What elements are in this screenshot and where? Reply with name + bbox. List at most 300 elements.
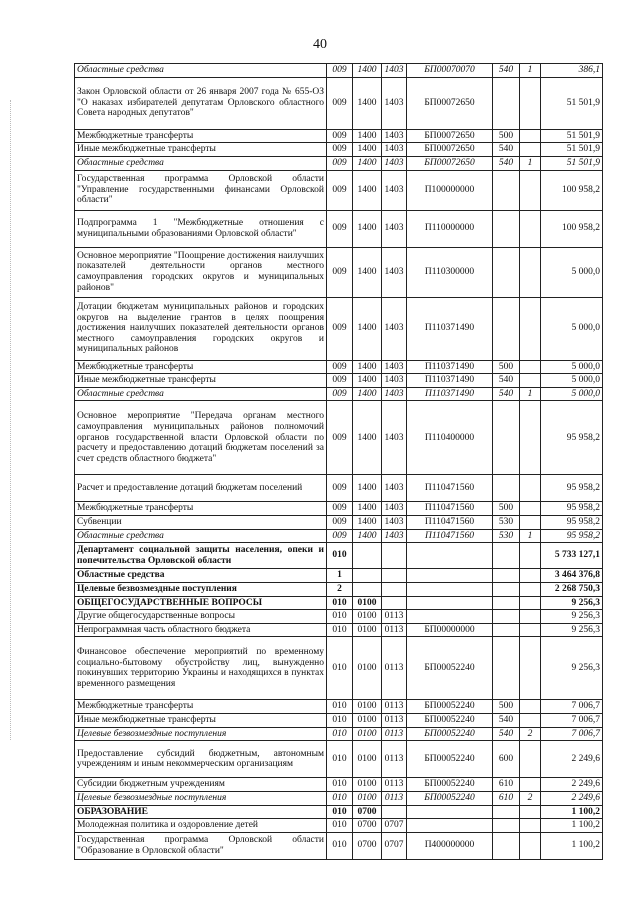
target-article-cell bbox=[407, 569, 493, 583]
amount-cell: 2 268 750,3 bbox=[541, 582, 603, 596]
expense-name-cell: Молодежная политика и оздоровление детей bbox=[75, 819, 327, 833]
admin-code-cell: 009 bbox=[327, 387, 353, 401]
expense-type-cell bbox=[493, 77, 520, 129]
target-article-cell: П110471560 bbox=[407, 475, 493, 502]
admin-code-cell: 009 bbox=[327, 529, 353, 543]
target-article-cell: БП00052240 bbox=[407, 741, 493, 778]
expense-type-cell bbox=[493, 475, 520, 502]
expense-type-cell bbox=[493, 401, 520, 475]
amount-cell: 7 006,7 bbox=[541, 714, 603, 728]
section-code-cell: 1400 bbox=[353, 516, 382, 530]
source-code-cell bbox=[520, 129, 541, 143]
subsection-code-cell: 1403 bbox=[382, 475, 407, 502]
subsection-code-cell: 1403 bbox=[382, 247, 407, 297]
table-row bbox=[75, 714, 603, 728]
amount-cell: 9 256,3 bbox=[541, 610, 603, 624]
expense-name-cell: Иные межбюджетные трансферты bbox=[75, 143, 327, 157]
expense-name-cell: Областные средства bbox=[75, 64, 327, 78]
section-code-cell: 1400 bbox=[353, 475, 382, 502]
expense-name-cell: Непрограммная часть областного бюджета bbox=[75, 623, 327, 637]
source-code-cell bbox=[520, 741, 541, 778]
subsection-code-cell: 1403 bbox=[382, 64, 407, 78]
expense-type-cell: 500 bbox=[493, 700, 520, 714]
expense-type-cell bbox=[493, 247, 520, 297]
admin-code-cell: 010 bbox=[327, 778, 353, 792]
amount-cell: 95 958,2 bbox=[541, 475, 603, 502]
source-code-cell bbox=[520, 569, 541, 583]
target-article-cell: БП00072650 bbox=[407, 143, 493, 157]
expense-type-cell bbox=[493, 805, 520, 819]
source-code-cell: 1 bbox=[520, 529, 541, 543]
section-code-cell: 0100 bbox=[353, 791, 382, 805]
expense-type-cell: 610 bbox=[493, 778, 520, 792]
subsection-code-cell: 0113 bbox=[382, 637, 407, 700]
source-code-cell bbox=[520, 360, 541, 374]
section-code-cell bbox=[353, 569, 382, 583]
section-code-cell: 0700 bbox=[353, 832, 382, 859]
amount-cell: 51 501,9 bbox=[541, 129, 603, 143]
section-code-cell: 0100 bbox=[353, 610, 382, 624]
amount-cell: 95 958,2 bbox=[541, 401, 603, 475]
admin-code-cell: 010 bbox=[327, 543, 353, 569]
table-row bbox=[75, 741, 603, 778]
subsection-code-cell: 1403 bbox=[382, 360, 407, 374]
amount-cell: 51 501,9 bbox=[541, 77, 603, 129]
source-code-cell bbox=[520, 637, 541, 700]
source-code-cell bbox=[520, 475, 541, 502]
expense-name-cell: Межбюджетные трансферты bbox=[75, 360, 327, 374]
target-article-cell: П110000000 bbox=[407, 210, 493, 247]
table-row bbox=[75, 247, 603, 297]
subsection-code-cell: 1403 bbox=[382, 374, 407, 388]
section-code-cell: 0100 bbox=[353, 623, 382, 637]
expense-name-cell: Областные средства bbox=[75, 529, 327, 543]
subsection-code-cell: 0113 bbox=[382, 791, 407, 805]
subsection-code-cell: 0113 bbox=[382, 623, 407, 637]
page-number: 40 bbox=[313, 37, 327, 52]
source-code-cell bbox=[520, 700, 541, 714]
subsection-code-cell: 0113 bbox=[382, 741, 407, 778]
subsection-code-cell: 1403 bbox=[382, 516, 407, 530]
target-article-cell: БП00052240 bbox=[407, 714, 493, 728]
table-row bbox=[75, 77, 603, 129]
source-code-cell: 1 bbox=[520, 156, 541, 170]
amount-cell: 51 501,9 bbox=[541, 143, 603, 157]
expense-type-cell bbox=[493, 610, 520, 624]
expense-type-cell bbox=[493, 832, 520, 859]
expense-name-cell: Межбюджетные трансферты bbox=[75, 502, 327, 516]
table-row bbox=[75, 516, 603, 530]
expense-name-cell: Расчет и предоставление дотаций бюджетам поселений bbox=[75, 475, 327, 502]
admin-code-cell: 009 bbox=[327, 143, 353, 157]
section-code-cell: 0100 bbox=[353, 714, 382, 728]
source-code-cell bbox=[520, 247, 541, 297]
subsection-code-cell: 1403 bbox=[382, 129, 407, 143]
expense-name-cell: Целевые безвозмездные поступления bbox=[75, 791, 327, 805]
expense-name-cell: Департамент социальной защиты населения, опеки и попечительства Орловской области bbox=[75, 543, 327, 569]
section-code-cell: 0100 bbox=[353, 596, 382, 610]
source-code-cell bbox=[520, 210, 541, 247]
expense-type-cell: 500 bbox=[493, 502, 520, 516]
target-article-cell: П110371490 bbox=[407, 297, 493, 360]
section-code-cell: 1400 bbox=[353, 143, 382, 157]
section-code-cell: 1400 bbox=[353, 129, 382, 143]
subsection-code-cell bbox=[382, 569, 407, 583]
admin-code-cell: 009 bbox=[327, 502, 353, 516]
source-code-cell bbox=[520, 623, 541, 637]
subsection-code-cell: 1403 bbox=[382, 529, 407, 543]
table-row bbox=[75, 819, 603, 833]
table-row bbox=[75, 529, 603, 543]
subsection-code-cell: 0113 bbox=[382, 714, 407, 728]
section-code-cell: 0100 bbox=[353, 778, 382, 792]
binding-margin-line bbox=[10, 100, 11, 740]
expense-name-cell: Финансовое обеспечение мероприятий по временному социально-бытовому обустройству лиц, вынужденно покинувших территорию Украины и находящихся в пунктах временного размещения bbox=[75, 637, 327, 700]
budget-table bbox=[74, 63, 603, 860]
admin-code-cell: 009 bbox=[327, 170, 353, 210]
section-code-cell: 1400 bbox=[353, 502, 382, 516]
table-row bbox=[75, 210, 603, 247]
target-article-cell: П110371490 bbox=[407, 360, 493, 374]
admin-code-cell: 009 bbox=[327, 247, 353, 297]
table-row bbox=[75, 129, 603, 143]
table-row bbox=[75, 700, 603, 714]
expense-type-cell: 500 bbox=[493, 129, 520, 143]
amount-cell: 5 000,0 bbox=[541, 374, 603, 388]
expense-name-cell: ОБРАЗОВАНИЕ bbox=[75, 805, 327, 819]
target-article-cell: П110371490 bbox=[407, 387, 493, 401]
section-code-cell: 1400 bbox=[353, 360, 382, 374]
amount-cell: 95 958,2 bbox=[541, 516, 603, 530]
subsection-code-cell: 0113 bbox=[382, 610, 407, 624]
amount-cell: 2 249,6 bbox=[541, 741, 603, 778]
source-code-cell bbox=[520, 714, 541, 728]
source-code-cell bbox=[520, 170, 541, 210]
expense-name-cell: Межбюджетные трансферты bbox=[75, 129, 327, 143]
admin-code-cell: 009 bbox=[327, 516, 353, 530]
amount-cell: 100 958,2 bbox=[541, 170, 603, 210]
table-row bbox=[75, 778, 603, 792]
target-article-cell: БП00072650 bbox=[407, 129, 493, 143]
subsection-code-cell: 1403 bbox=[382, 77, 407, 129]
amount-cell: 9 256,3 bbox=[541, 637, 603, 700]
source-code-cell bbox=[520, 832, 541, 859]
source-code-cell bbox=[520, 819, 541, 833]
table-row bbox=[75, 143, 603, 157]
target-article-cell: П400000000 bbox=[407, 832, 493, 859]
target-article-cell: БП00072650 bbox=[407, 77, 493, 129]
expense-name-cell: Предоставление субсидий бюджетным, автономным учреждениям и иным некоммерческим организациям bbox=[75, 741, 327, 778]
section-code-cell: 1400 bbox=[353, 64, 382, 78]
admin-code-cell: 009 bbox=[327, 475, 353, 502]
source-code-cell bbox=[520, 582, 541, 596]
expense-name-cell: Закон Орловской области от 26 января 2007 года № 655-ОЗ "О наказах избирателей депутатам Орловского областного Совета народных депутатов" bbox=[75, 77, 327, 129]
section-code-cell: 0700 bbox=[353, 819, 382, 833]
subsection-code-cell bbox=[382, 582, 407, 596]
section-code-cell: 0100 bbox=[353, 727, 382, 741]
expense-type-cell: 540 bbox=[493, 374, 520, 388]
target-article-cell: П110471560 bbox=[407, 529, 493, 543]
table-row bbox=[75, 360, 603, 374]
table-row bbox=[75, 475, 603, 502]
expense-type-cell bbox=[493, 297, 520, 360]
expense-name-cell: Государственная программа Орловской области "Образование в Орловской области" bbox=[75, 832, 327, 859]
expense-name-cell: Подпрограмма 1 "Межбюджетные отношения с муниципальными образованиями Орловской области" bbox=[75, 210, 327, 247]
admin-code-cell: 009 bbox=[327, 210, 353, 247]
section-code-cell: 1400 bbox=[353, 210, 382, 247]
admin-code-cell: 009 bbox=[327, 297, 353, 360]
amount-cell: 9 256,3 bbox=[541, 596, 603, 610]
expense-type-cell bbox=[493, 569, 520, 583]
target-article-cell: БП00052240 bbox=[407, 791, 493, 805]
subsection-code-cell: 0707 bbox=[382, 819, 407, 833]
expense-type-cell bbox=[493, 637, 520, 700]
table-row bbox=[75, 297, 603, 360]
table-row bbox=[75, 387, 603, 401]
expense-type-cell: 540 bbox=[493, 387, 520, 401]
amount-cell: 100 958,2 bbox=[541, 210, 603, 247]
table-row bbox=[75, 791, 603, 805]
amount-cell: 7 006,7 bbox=[541, 700, 603, 714]
expense-name-cell: Иные межбюджетные трансферты bbox=[75, 374, 327, 388]
subsection-code-cell: 1403 bbox=[382, 170, 407, 210]
amount-cell: 2 249,6 bbox=[541, 778, 603, 792]
section-code-cell bbox=[353, 582, 382, 596]
admin-code-cell: 009 bbox=[327, 156, 353, 170]
target-article-cell: БП00072650 bbox=[407, 156, 493, 170]
subsection-code-cell: 1403 bbox=[382, 210, 407, 247]
admin-code-cell: 010 bbox=[327, 714, 353, 728]
admin-code-cell: 009 bbox=[327, 360, 353, 374]
section-code-cell: 0100 bbox=[353, 741, 382, 778]
expense-name-cell: Межбюджетные трансферты bbox=[75, 700, 327, 714]
table-row bbox=[75, 582, 603, 596]
admin-code-cell: 009 bbox=[327, 77, 353, 129]
table-row bbox=[75, 401, 603, 475]
table-row bbox=[75, 569, 603, 583]
amount-cell: 3 464 376,8 bbox=[541, 569, 603, 583]
amount-cell: 7 006,7 bbox=[541, 727, 603, 741]
expense-name-cell: Субвенции bbox=[75, 516, 327, 530]
expense-type-cell: 530 bbox=[493, 516, 520, 530]
expense-name-cell: Другие общегосударственные вопросы bbox=[75, 610, 327, 624]
target-article-cell bbox=[407, 543, 493, 569]
table-row bbox=[75, 596, 603, 610]
subsection-code-cell: 1403 bbox=[382, 401, 407, 475]
source-code-cell: 1 bbox=[520, 64, 541, 78]
subsection-code-cell: 0113 bbox=[382, 778, 407, 792]
source-code-cell bbox=[520, 502, 541, 516]
source-code-cell bbox=[520, 543, 541, 569]
admin-code-cell: 010 bbox=[327, 623, 353, 637]
admin-code-cell: 010 bbox=[327, 637, 353, 700]
target-article-cell: БП00000000 bbox=[407, 623, 493, 637]
subsection-code-cell: 1403 bbox=[382, 387, 407, 401]
amount-cell: 1 100,2 bbox=[541, 832, 603, 859]
subsection-code-cell: 0113 bbox=[382, 700, 407, 714]
source-code-cell bbox=[520, 401, 541, 475]
admin-code-cell: 009 bbox=[327, 129, 353, 143]
expense-name-cell: Целевые безвозмездные поступления bbox=[75, 582, 327, 596]
target-article-cell: БП00052240 bbox=[407, 637, 493, 700]
admin-code-cell: 010 bbox=[327, 727, 353, 741]
target-article-cell: П110471560 bbox=[407, 502, 493, 516]
target-article-cell: П110471560 bbox=[407, 516, 493, 530]
target-article-cell: П110300000 bbox=[407, 247, 493, 297]
expense-name-cell: Основное мероприятие "Передача органам местного самоуправления муниципальных районов полномочий органов государственной власти Орловской области по расчету и предоставлению дотаций бюджетам поселений за счет средств областного бюджета" bbox=[75, 401, 327, 475]
table-row bbox=[75, 374, 603, 388]
target-article-cell bbox=[407, 805, 493, 819]
expense-type-cell: 540 bbox=[493, 143, 520, 157]
table-row bbox=[75, 156, 603, 170]
target-article-cell bbox=[407, 582, 493, 596]
table-row bbox=[75, 64, 603, 78]
expense-type-cell bbox=[493, 623, 520, 637]
expense-type-cell: 540 bbox=[493, 727, 520, 741]
table-row bbox=[75, 543, 603, 569]
section-code-cell: 1400 bbox=[353, 387, 382, 401]
amount-cell: 1 100,2 bbox=[541, 819, 603, 833]
source-code-cell bbox=[520, 374, 541, 388]
admin-code-cell: 010 bbox=[327, 610, 353, 624]
source-code-cell bbox=[520, 297, 541, 360]
table-row bbox=[75, 610, 603, 624]
table-row bbox=[75, 623, 603, 637]
expense-name-cell: Государственная программа Орловской области "Управление государственными финансами Орловской области" bbox=[75, 170, 327, 210]
subsection-code-cell: 0707 bbox=[382, 832, 407, 859]
amount-cell: 95 958,2 bbox=[541, 529, 603, 543]
admin-code-cell: 010 bbox=[327, 741, 353, 778]
subsection-code-cell: 1403 bbox=[382, 297, 407, 360]
section-code-cell bbox=[353, 543, 382, 569]
section-code-cell: 1400 bbox=[353, 297, 382, 360]
source-code-cell bbox=[520, 596, 541, 610]
section-code-cell: 1400 bbox=[353, 401, 382, 475]
amount-cell: 9 256,3 bbox=[541, 623, 603, 637]
expense-type-cell: 540 bbox=[493, 64, 520, 78]
expense-name-cell: Субсидии бюджетным учреждениям bbox=[75, 778, 327, 792]
expense-type-cell: 530 bbox=[493, 529, 520, 543]
expense-type-cell bbox=[493, 543, 520, 569]
target-article-cell: БП00070070 bbox=[407, 64, 493, 78]
amount-cell: 5 000,0 bbox=[541, 360, 603, 374]
amount-cell: 5 733 127,1 bbox=[541, 543, 603, 569]
source-code-cell bbox=[520, 77, 541, 129]
target-article-cell: П100000000 bbox=[407, 170, 493, 210]
admin-code-cell: 010 bbox=[327, 819, 353, 833]
table-row bbox=[75, 637, 603, 700]
admin-code-cell: 2 bbox=[327, 582, 353, 596]
expense-name-cell: Целевые безвозмездные поступления bbox=[75, 727, 327, 741]
section-code-cell: 1400 bbox=[353, 529, 382, 543]
amount-cell: 2 249,6 bbox=[541, 791, 603, 805]
source-code-cell bbox=[520, 805, 541, 819]
source-code-cell bbox=[520, 143, 541, 157]
expense-name-cell: Иные межбюджетные трансферты bbox=[75, 714, 327, 728]
expense-type-cell bbox=[493, 819, 520, 833]
table-row bbox=[75, 170, 603, 210]
amount-cell: 1 100,2 bbox=[541, 805, 603, 819]
subsection-code-cell: 1403 bbox=[382, 502, 407, 516]
section-code-cell: 1400 bbox=[353, 247, 382, 297]
expense-name-cell: Областные средства bbox=[75, 387, 327, 401]
subsection-code-cell bbox=[382, 596, 407, 610]
expense-name-cell: Областные средства bbox=[75, 156, 327, 170]
admin-code-cell: 010 bbox=[327, 791, 353, 805]
expense-type-cell bbox=[493, 582, 520, 596]
source-code-cell: 2 bbox=[520, 791, 541, 805]
amount-cell: 95 958,2 bbox=[541, 502, 603, 516]
expense-type-cell: 540 bbox=[493, 714, 520, 728]
target-article-cell: БП00052240 bbox=[407, 778, 493, 792]
target-article-cell: БП00052240 bbox=[407, 700, 493, 714]
source-code-cell bbox=[520, 778, 541, 792]
table-row bbox=[75, 805, 603, 819]
table-row bbox=[75, 832, 603, 859]
admin-code-cell: 010 bbox=[327, 700, 353, 714]
admin-code-cell: 009 bbox=[327, 374, 353, 388]
source-code-cell bbox=[520, 516, 541, 530]
table-row bbox=[75, 727, 603, 741]
expense-type-cell: 500 bbox=[493, 360, 520, 374]
section-code-cell: 0100 bbox=[353, 637, 382, 700]
target-article-cell: БП00052240 bbox=[407, 727, 493, 741]
section-code-cell: 1400 bbox=[353, 374, 382, 388]
section-code-cell: 0700 bbox=[353, 805, 382, 819]
source-code-cell bbox=[520, 610, 541, 624]
expense-name-cell: Областные средства bbox=[75, 569, 327, 583]
admin-code-cell: 009 bbox=[327, 401, 353, 475]
amount-cell: 5 000,0 bbox=[541, 247, 603, 297]
subsection-code-cell: 0113 bbox=[382, 727, 407, 741]
target-article-cell: П110371490 bbox=[407, 374, 493, 388]
expense-name-cell: Дотации бюджетам муниципальных районов и городских округов на выделение грантов в целях поощрения достижения наилучших показателей деятельности органов местного самоуправления городских округов и муниципальных районов bbox=[75, 297, 327, 360]
expense-type-cell: 540 bbox=[493, 156, 520, 170]
admin-code-cell: 010 bbox=[327, 832, 353, 859]
expense-type-cell bbox=[493, 210, 520, 247]
source-code-cell: 1 bbox=[520, 387, 541, 401]
amount-cell: 51 501,9 bbox=[541, 156, 603, 170]
expense-type-cell bbox=[493, 170, 520, 210]
section-code-cell: 0100 bbox=[353, 700, 382, 714]
admin-code-cell: 1 bbox=[327, 569, 353, 583]
subsection-code-cell: 1403 bbox=[382, 143, 407, 157]
target-article-cell bbox=[407, 610, 493, 624]
amount-cell: 386,1 bbox=[541, 64, 603, 78]
admin-code-cell: 010 bbox=[327, 596, 353, 610]
expense-name-cell: Основное мероприятие "Поощрение достижения наилучших показателей деятельности органов местного самоуправления городских округов и муниципальных районов" bbox=[75, 247, 327, 297]
expense-type-cell: 610 bbox=[493, 791, 520, 805]
target-article-cell: П110400000 bbox=[407, 401, 493, 475]
section-code-cell: 1400 bbox=[353, 156, 382, 170]
source-code-cell: 2 bbox=[520, 727, 541, 741]
section-code-cell: 1400 bbox=[353, 77, 382, 129]
expense-type-cell: 600 bbox=[493, 741, 520, 778]
table-row bbox=[75, 502, 603, 516]
subsection-code-cell bbox=[382, 805, 407, 819]
expense-name-cell: ОБЩЕГОСУДАРСТВЕННЫЕ ВОПРОСЫ bbox=[75, 596, 327, 610]
expense-type-cell bbox=[493, 596, 520, 610]
subsection-code-cell bbox=[382, 543, 407, 569]
admin-code-cell: 010 bbox=[327, 805, 353, 819]
section-code-cell: 1400 bbox=[353, 170, 382, 210]
admin-code-cell: 009 bbox=[327, 64, 353, 78]
target-article-cell bbox=[407, 819, 493, 833]
amount-cell: 5 000,0 bbox=[541, 297, 603, 360]
subsection-code-cell: 1403 bbox=[382, 156, 407, 170]
target-article-cell bbox=[407, 596, 493, 610]
amount-cell: 5 000,0 bbox=[541, 387, 603, 401]
